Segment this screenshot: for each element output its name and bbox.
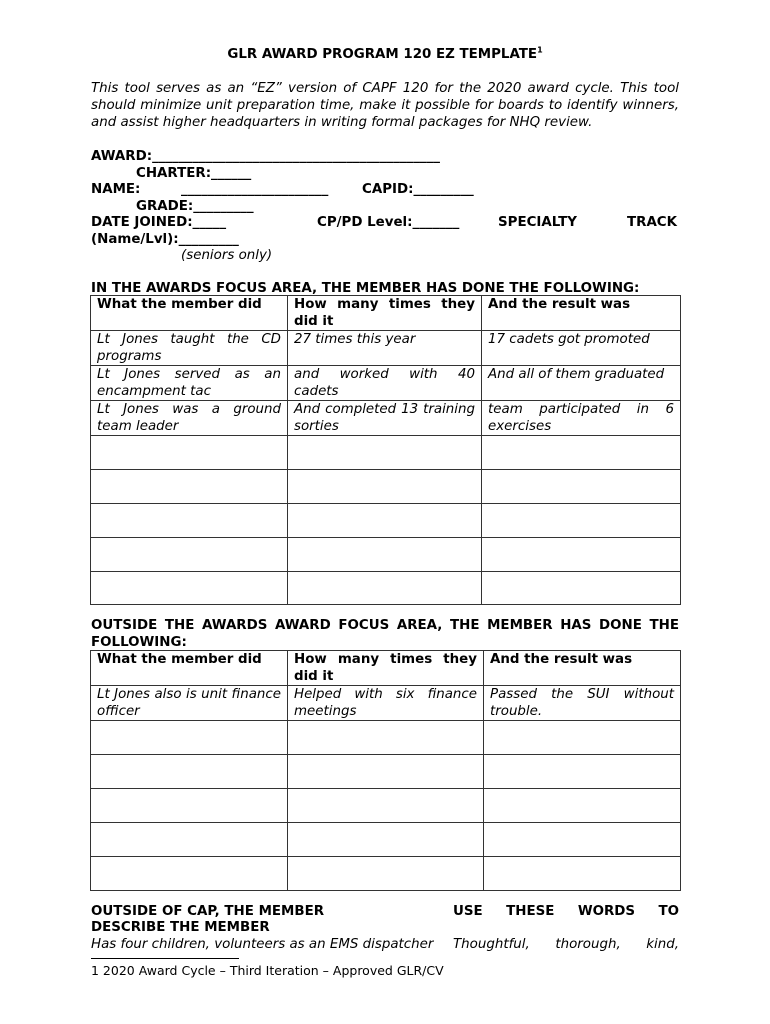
table-cell (482, 470, 681, 504)
table-cell: Helped with six finance meetings (288, 686, 484, 721)
table-header-row (91, 296, 681, 331)
table-row (91, 538, 681, 572)
table-row (91, 789, 681, 823)
section3-left-text: Has four children, volunteers as an EMS dispatcher (91, 937, 434, 952)
table-cell (288, 538, 482, 572)
footnote-marker: 1 (537, 45, 543, 55)
table-cell (484, 857, 681, 891)
table-cell (288, 504, 482, 538)
grade-field: GRADE:_________ (136, 199, 254, 214)
table-cell (288, 572, 482, 605)
column-header: What the member did (91, 651, 288, 686)
table-cell (288, 755, 484, 789)
table-cell (91, 470, 288, 504)
footnote-text: 1 2020 Award Cycle – Third Iteration – Approved GLR/CV (91, 963, 444, 978)
seniors-only-note: (seniors only) (181, 248, 273, 263)
column-header: And the result was (484, 651, 681, 686)
name-field-label: NAME: (91, 182, 141, 197)
table-cell (91, 504, 288, 538)
table-cell (484, 721, 681, 755)
table-row (91, 436, 681, 470)
table-cell (288, 857, 484, 891)
section1-heading: IN THE AWARDS FOCUS AREA, THE MEMBER HAS DONE THE FOLLOWING: (91, 281, 640, 296)
table-cell: And completed 13 training sorties (288, 401, 482, 436)
table-cell: Passed the SUI without trouble. (484, 686, 681, 721)
table-cell: And all of them graduated (482, 366, 681, 401)
table-cell: 17 cadets got promoted (482, 331, 681, 366)
capid-field: CAPID:_________ (362, 182, 474, 197)
section3-heading-right: USE THESE WORDS TO (453, 904, 679, 919)
table-row (91, 721, 681, 755)
table-header-row (91, 651, 681, 686)
table-cell (484, 789, 681, 823)
table-cell (91, 572, 288, 605)
section2-table (90, 650, 681, 891)
table-row (91, 470, 681, 504)
column-header: What the member did (91, 296, 288, 331)
table-row (91, 401, 681, 436)
charter-field: CHARTER:______ (136, 166, 252, 181)
table-cell (484, 755, 681, 789)
track-label: TRACK (627, 215, 678, 230)
intro-paragraph: This tool serves as an “EZ” version of CAPF 120 for the 2020 award cycle. This tool should minimize unit preparation time, make it possible for boards to identify winners, and assist higher headquarters in writing formal packages for NHQ review. (91, 81, 679, 130)
table-cell (482, 572, 681, 605)
cppd-level-field: CP/PD Level:_______ (317, 215, 460, 230)
table-row (91, 504, 681, 538)
table-cell (91, 436, 288, 470)
table-cell (91, 857, 288, 891)
table-cell (91, 789, 288, 823)
table-cell: Lt Jones was a ground team leader (91, 401, 288, 436)
table-cell (288, 470, 482, 504)
table-row (91, 572, 681, 605)
table-cell (288, 721, 484, 755)
section3-heading-line2: DESCRIBE THE MEMBER (91, 920, 270, 935)
table-cell (91, 755, 288, 789)
table-cell (484, 823, 681, 857)
table-cell: Lt Jones served as an encampment tac (91, 366, 288, 401)
footnote-divider (91, 958, 239, 959)
table-cell: team participated in 6 exercises (482, 401, 681, 436)
table-cell: 27 times this year (288, 331, 482, 366)
date-joined-field: DATE JOINED:_____ (91, 215, 227, 230)
table-cell (288, 823, 484, 857)
column-header: And the result was (482, 296, 681, 331)
table-cell (482, 538, 681, 572)
table-row (91, 331, 681, 366)
column-header: How many times they did it (288, 296, 482, 331)
table-row (91, 686, 681, 721)
award-field: AWARD:___________________________________________ (91, 149, 440, 164)
table-cell (91, 823, 288, 857)
section3-heading-left: OUTSIDE OF CAP, THE MEMBER (91, 904, 325, 919)
table-cell: Lt Jones taught the CD programs (91, 331, 288, 366)
table-row (91, 823, 681, 857)
table-row (91, 755, 681, 789)
name-field-blank: ______________________ (181, 182, 329, 197)
column-header: How many times they did it (288, 651, 484, 686)
section3-right-text: Thoughtful, thorough, kind, (453, 937, 679, 952)
table-cell (91, 721, 288, 755)
table-cell (91, 538, 288, 572)
section2-heading: OUTSIDE THE AWARDS AWARD FOCUS AREA, THE MEMBER HAS DONE THE FOLLOWING: (91, 618, 679, 650)
table-row (91, 366, 681, 401)
specialty-label: SPECIALTY (498, 215, 577, 230)
table-cell (288, 436, 482, 470)
table-cell: Lt Jones also is unit finance officer (91, 686, 288, 721)
table-cell (288, 789, 484, 823)
section1-table (90, 295, 681, 605)
table-cell (482, 436, 681, 470)
table-row (91, 857, 681, 891)
table-cell (482, 504, 681, 538)
table-cell: and worked with 40 cadets (288, 366, 482, 401)
name-lvl-field: (Name/Lvl):_________ (91, 232, 239, 247)
document-title: GLR AWARD PROGRAM 120 EZ TEMPLATE$^1$ (227, 45, 543, 62)
